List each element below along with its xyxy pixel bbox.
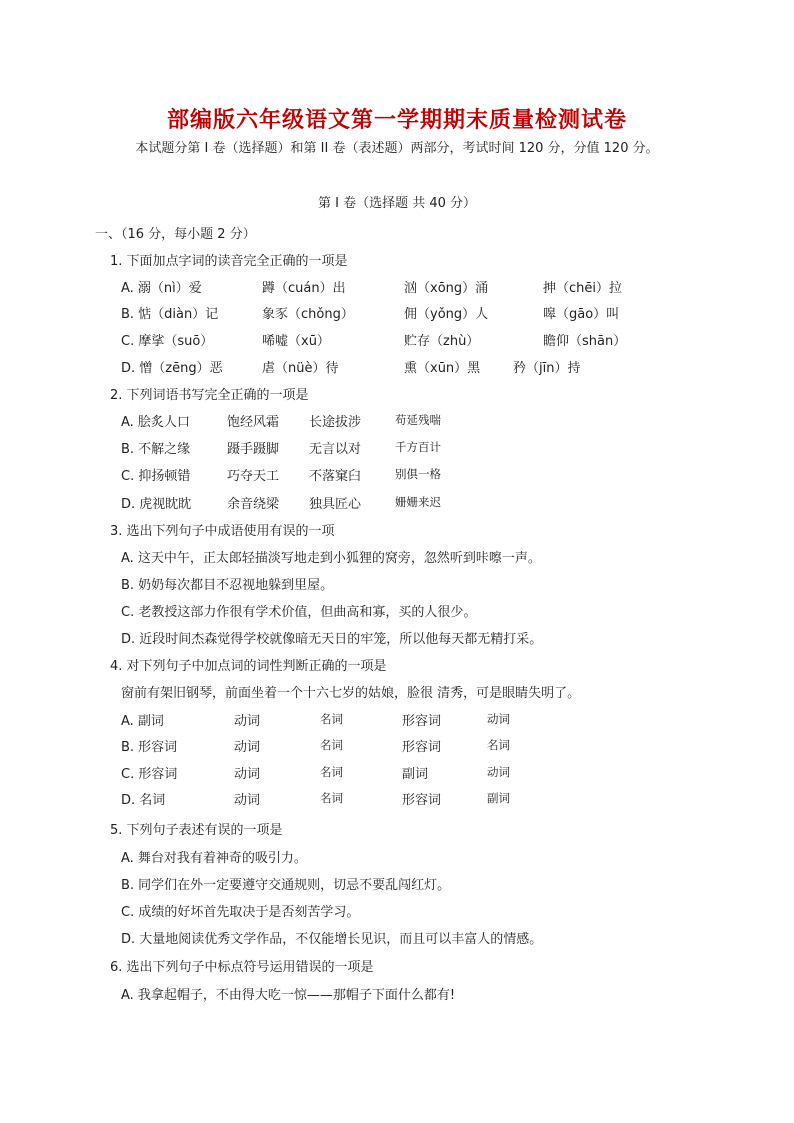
option-cell: A. 副词 <box>121 714 164 729</box>
option-cell: 形容词 <box>402 714 442 729</box>
option-cell: 瞻仰（shān） <box>543 334 627 349</box>
option-cell: D. 名词 <box>121 793 166 808</box>
option-cell: 不落窠臼 <box>309 469 362 484</box>
question-1-stem: 1. 下面加点字词的读音完全正确的一项是 <box>110 254 348 269</box>
option-cell: B. 惦（diàn）记 <box>121 307 219 322</box>
option-cell: 汹（xōng）涌 <box>404 281 489 296</box>
option-cell: 独具匠心 <box>309 497 362 512</box>
question-4-stem: 4. 对下列句子中加点词的词性判断正确的一项是 <box>110 659 387 674</box>
option-cell: 蹑手蹑脚 <box>227 442 280 457</box>
option-cell: 千方百计 <box>395 440 441 454</box>
option-cell: 动词 <box>234 740 261 755</box>
option-cell: 矜（jīn）持 <box>513 361 581 376</box>
option-cell: 蹲（cuán）出 <box>262 281 346 296</box>
option-cell: 长途拔涉 <box>309 415 362 430</box>
option-cell: 名词 <box>320 765 343 779</box>
option-cell: 名词 <box>320 712 343 726</box>
option-a: A. 这天中午，正太郎轻描淡写地走到小狐狸的窝旁，忽然听到咔嚓一声。 <box>121 551 541 566</box>
option-cell: 余音绕梁 <box>227 497 280 512</box>
option-cell: 动词 <box>487 712 510 726</box>
option-cell: 别俱一格 <box>395 467 441 481</box>
question-3-stem: 3. 选出下列句子中成语使用有误的一项 <box>110 524 335 539</box>
question-4-sentence: 窗前有架旧钢琴，前面坐着一个十六七岁的姑娘，脸很 清秀，可是眼睛失明了。 <box>121 686 581 701</box>
option-cell: 唏嘘（xū） <box>262 334 330 349</box>
section-heading: 一、（16 分，每小题 2 分） <box>95 227 256 242</box>
option-d: D. 近段时间杰森觉得学校就像暗无天日的牢笼，所以他每天都无精打采。 <box>121 632 543 647</box>
option-cell: 嗥（gāo）叫 <box>543 307 620 322</box>
option-cell: 副词 <box>487 791 510 805</box>
option-cell: 形容词 <box>402 793 442 808</box>
exam-instructions: 本试题分第 I 卷（选择题）和第 II 卷（表述题）两部分，考试时间 120 分，分值 120 分。 <box>135 141 659 156</box>
option-a: A. 我拿起帽子，不由得大吃一惊——那帽子下面什么都有! <box>121 988 456 1003</box>
option-cell: 动词 <box>234 793 261 808</box>
option-cell: 动词 <box>234 714 261 729</box>
option-cell: 饱经风霜 <box>227 415 280 430</box>
question-2-stem: 2. 下列词语书写完全正确的一项是 <box>110 388 309 403</box>
option-cell: 动词 <box>487 765 510 779</box>
part-heading: 第 I 卷（选择题 共 40 分） <box>317 196 477 211</box>
option-cell: 巧夺天工 <box>227 469 280 484</box>
option-d: D. 大量地阅读优秀文学作品，不仅能增长见识，而且可以丰富人的情感。 <box>121 932 543 947</box>
option-cell: C. 摩挲（suō） <box>121 334 214 349</box>
option-cell: 名词 <box>487 738 510 752</box>
option-cell: 象豕（chǒng） <box>262 307 354 322</box>
option-cell: 无言以对 <box>309 442 362 457</box>
option-cell: A. 脍炙人口 <box>121 415 190 430</box>
question-5-stem: 5. 下列句子表述有误的一项是 <box>110 823 283 838</box>
option-cell: 苟延残喘 <box>395 413 441 427</box>
option-cell: 贮存（zhù） <box>404 334 480 349</box>
option-cell: 抻（chēi）拉 <box>543 281 622 296</box>
option-cell: C. 形容词 <box>121 767 178 782</box>
option-cell: 动词 <box>234 767 261 782</box>
option-cell: D. 憎（zēng）恶 <box>121 361 223 376</box>
option-cell: 名词 <box>320 738 343 752</box>
option-cell: 副词 <box>402 767 429 782</box>
option-cell: 佣（yǒng）人 <box>404 307 489 322</box>
option-cell: B. 形容词 <box>121 740 178 755</box>
option-cell: 熏（xūn）黑 <box>404 361 481 376</box>
option-cell: 虐（nüè）待 <box>262 361 339 376</box>
option-c: C. 老教授这部力作很有学术价值，但曲高和寡，买的人很少。 <box>121 605 477 620</box>
option-cell: 名词 <box>320 791 343 805</box>
option-cell: B. 不解之缘 <box>121 442 191 457</box>
option-c: C. 成绩的好坏首先取决于是否刻苦学习。 <box>121 905 360 920</box>
option-cell: 姗姗来迟 <box>395 495 441 509</box>
question-6-stem: 6. 选出下列句子中标点符号运用错误的一项是 <box>110 960 374 975</box>
option-b: B. 同学们在外一定要遵守交通规则，切忌不要乱闯红灯。 <box>121 878 451 893</box>
option-cell: 形容词 <box>402 740 442 755</box>
option-cell: D. 虎视眈眈 <box>121 497 192 512</box>
exam-title: 部编版六年级语文第一学期期末质量检测试卷 <box>166 107 627 133</box>
option-b: B. 奶奶每次都目不忍视地躲到里屋。 <box>121 578 334 593</box>
option-a: A. 舞台对我有着神奇的吸引力。 <box>121 851 307 866</box>
option-cell: A. 溺（nì）爱 <box>121 281 202 296</box>
option-cell: C. 抑扬顿错 <box>121 469 191 484</box>
